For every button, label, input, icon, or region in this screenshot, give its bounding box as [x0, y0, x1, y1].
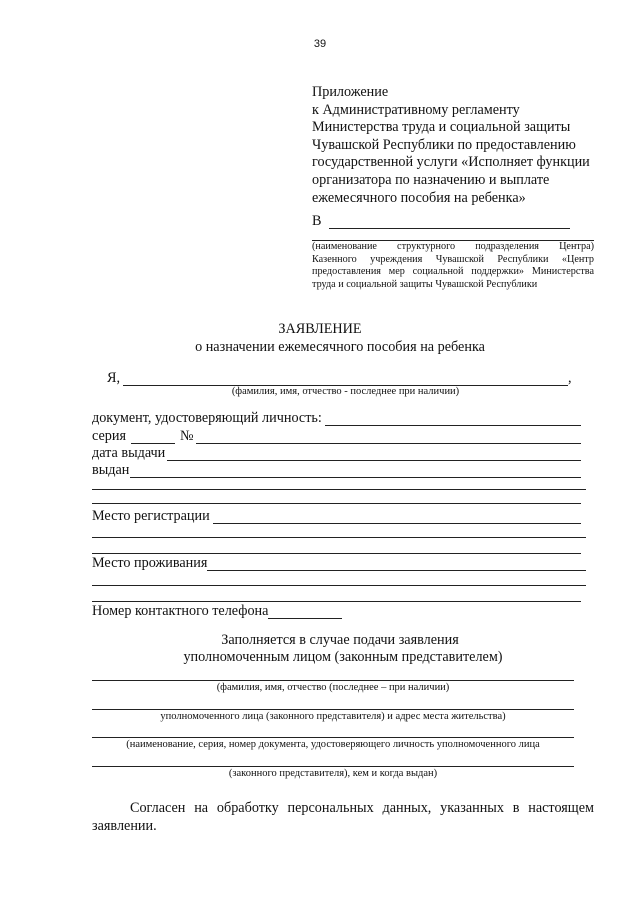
- applicant-label: Я,: [107, 370, 121, 386]
- representative-heading-1: Заполняется в случае подачи заявления: [221, 632, 459, 648]
- annex-block: [312, 84, 602, 207]
- annex-line: Приложение: [312, 84, 389, 100]
- issued-by-input-line-2[interactable]: [92, 489, 586, 490]
- rep-name-input-line[interactable]: [92, 680, 574, 681]
- org-caption-line: труда и социальной защиты Чувашской Республики: [312, 278, 538, 290]
- residence-input-line-2[interactable]: [92, 585, 586, 586]
- issued-by-input-line[interactable]: [130, 477, 581, 478]
- registration-label: Место регистрации: [92, 508, 210, 524]
- registration-input-line-2[interactable]: [92, 537, 586, 538]
- number-input-line[interactable]: [196, 443, 581, 444]
- org-caption: [312, 241, 594, 291]
- id-document-input-line[interactable]: [325, 425, 581, 426]
- org-caption-line: (наименование структурного подразделения Центра): [312, 241, 594, 252]
- applicant-comma: ,: [568, 370, 572, 386]
- to-org-input-line[interactable]: [329, 228, 570, 229]
- annex-line: ежемесячного пособия на ребенка»: [312, 189, 526, 206]
- issue-date-input-line[interactable]: [167, 460, 581, 461]
- registration-input-line[interactable]: [213, 523, 581, 524]
- issued-by-input-line-3[interactable]: [92, 503, 581, 504]
- page-number: 39: [313, 38, 327, 50]
- rep-address-hint: уполномоченного лица (законного представителя) и адрес места жительства): [160, 711, 506, 722]
- applicant-name-hint: (фамилия, имя, отчество - последнее при наличии): [231, 386, 460, 397]
- annex-line: организатора по назначению и выплате: [312, 171, 550, 188]
- id-document-label: документ, удостоверяющий личность:: [92, 410, 322, 426]
- number-label: №: [180, 428, 194, 444]
- org-caption-line: предоставления мер социальной поддержки» Министерства: [312, 266, 594, 278]
- rep-address-input-line[interactable]: [92, 709, 574, 710]
- rep-issued-hint: (законного представителя), кем и когда выдан): [228, 768, 438, 779]
- document-title: ЗАЯВЛЕНИЕ: [278, 321, 362, 337]
- residence-input-line[interactable]: [207, 570, 586, 571]
- consent-line: Согласен на обработку персональных данных, указанных в настоящем: [130, 800, 594, 816]
- org-caption-line: Казенного учреждения Чувашской Республики «Центр: [312, 253, 594, 265]
- annex-line: Министерства труда и социальной защиты: [312, 119, 571, 136]
- phone-label: Номер контактного телефона: [92, 603, 269, 619]
- annex-line: государственной услуги «Исполняет функции: [312, 154, 590, 171]
- consent-line: заявлении.: [92, 818, 157, 834]
- rep-issued-input-line[interactable]: [92, 766, 574, 767]
- series-label: серия: [92, 428, 126, 444]
- issued-by-label: выдан: [92, 462, 130, 478]
- representative-heading-2: уполномоченным лицом (законным представителем): [183, 649, 503, 665]
- to-label: В: [312, 213, 322, 229]
- rep-document-input-line[interactable]: [92, 737, 574, 738]
- phone-input-line[interactable]: [268, 618, 342, 619]
- issue-date-label: дата выдачи: [92, 445, 166, 461]
- rep-name-hint: (фамилия, имя, отчество (последнее – при наличии): [216, 682, 450, 693]
- residence-label: Место проживания: [92, 555, 208, 571]
- residence-input-line-3[interactable]: [92, 601, 581, 602]
- document-subtitle: о назначении ежемесячного пособия на ребенка: [195, 339, 485, 355]
- rep-document-hint: (наименование, серия, номер документа, удостоверяющего личность уполномоченного лица: [126, 739, 540, 750]
- annex-line: к Административному регламенту: [312, 101, 520, 118]
- registration-input-line-3[interactable]: [92, 553, 581, 554]
- consent-paragraph: [92, 799, 594, 835]
- series-input-line[interactable]: [131, 443, 175, 444]
- annex-line: Чувашской Республики по предоставлению: [312, 136, 576, 153]
